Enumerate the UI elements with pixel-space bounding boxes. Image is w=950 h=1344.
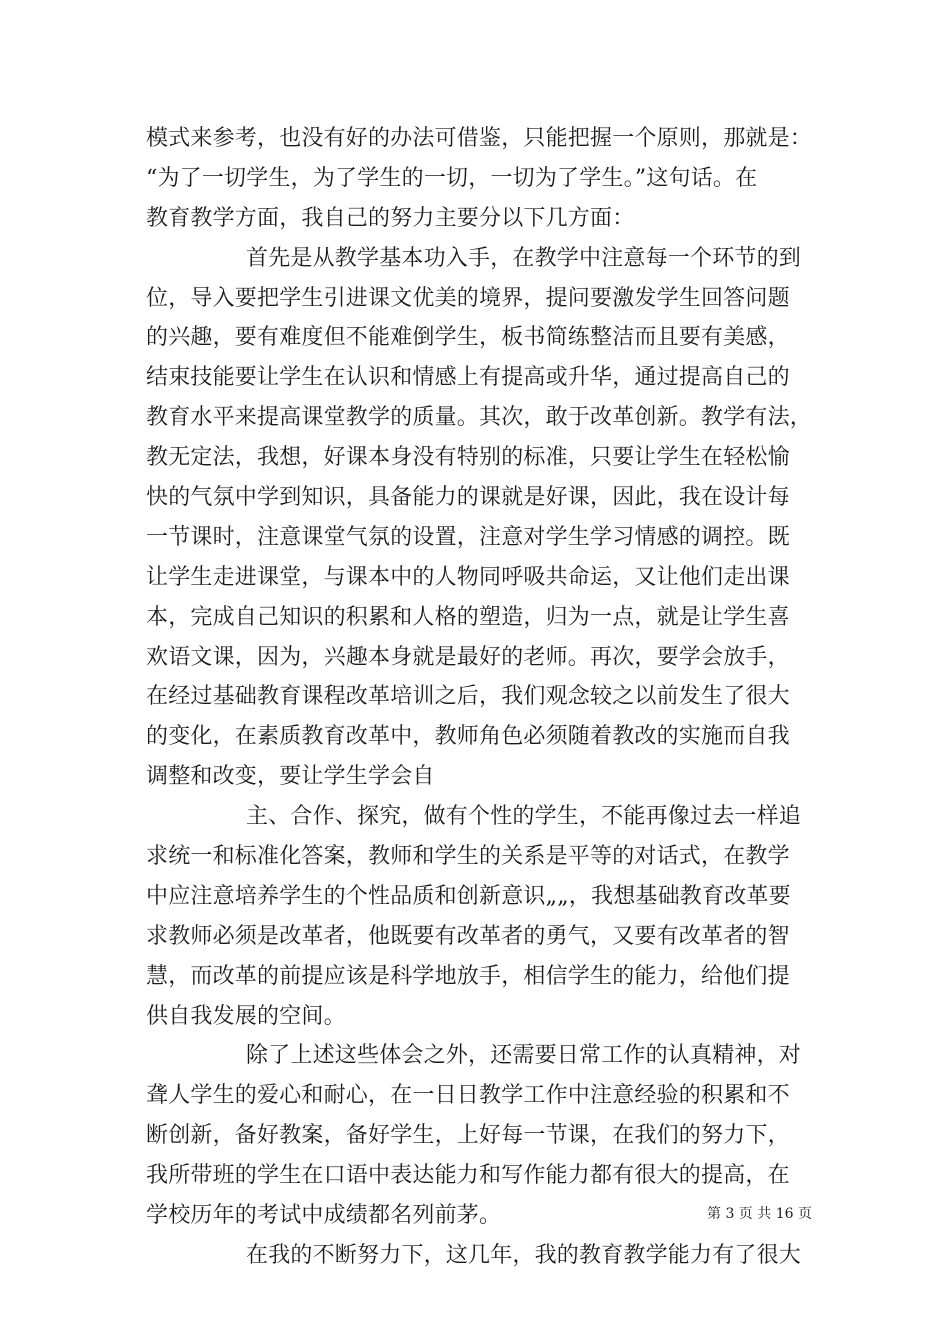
- text-line: 调整和改变，要让学生学会自: [146, 764, 435, 790]
- text-line: 在我的不断努力下，这几年，我的教育教学能力有了很大: [246, 1242, 802, 1268]
- text-line: “为了一切学生，为了学生的一切，一切为了学生。”这句话。在: [146, 165, 758, 191]
- text-line: 中应注意培养学生的个性品质和创新意识„„，我想基础教育改革要: [146, 883, 791, 909]
- text-line: 学校历年的考试中成绩都名列前茅。: [146, 1203, 502, 1229]
- text-line: 我所带班的学生在口语中表达能力和写作能力都有很大的提高，在: [146, 1163, 790, 1189]
- text-line: 求教师必须是改革者，他既要有改革者的勇气，又要有改革者的智: [146, 923, 790, 949]
- text-line: 教育水平来提高课堂教学的质量。其次，敢于改革创新。教学有法，: [146, 405, 813, 431]
- text-line: 让学生走进课堂，与课本中的人物同呼吸共命运，又让他们走出课: [146, 564, 790, 590]
- text-line: 首先是从教学基本功入手，在教学中注意每一个环节的到: [246, 245, 802, 271]
- text-line: 断创新，备好教案，备好学生，上好每一节课，在我们的努力下，: [146, 1123, 790, 1149]
- text-line: 位，导入要把学生引进课文优美的境界，提问要激发学生回答问题: [146, 285, 790, 311]
- text-line: 教育教学方面，我自己的努力主要分以下几方面：: [146, 205, 635, 231]
- text-line: 供自我发展的空间。: [146, 1003, 346, 1029]
- text-line: 模式来参考，也没有好的办法可借鉴，只能把握一个原则，那就是：: [146, 126, 813, 151]
- text-line: 除了上述这些体会之外，还需要日常工作的认真精神，对: [246, 1043, 802, 1069]
- page-number-footer: 第 3 页 共 16 页: [707, 1206, 812, 1222]
- text-line: 欢语文课，因为，兴趣本身就是最好的老师。再次，要学会放手，: [146, 644, 790, 670]
- text-line: 快的气氛中学到知识，具备能力的课就是好课，因此，我在设计每: [146, 485, 790, 511]
- text-line: 主、合作、探究，做有个性的学生，不能再像过去一样追: [246, 804, 802, 830]
- text-line: 在经过基础教育课程改革培训之后，我们观念较之以前发生了很大: [146, 684, 790, 710]
- text-line: 聋人学生的爱心和耐心，在一日日教学工作中注意经验的积累和不: [146, 1083, 790, 1109]
- text-line: 结束技能要让学生在认识和情感上有提高或升华，通过提高自己的: [146, 365, 790, 391]
- body-text: [146, 119, 836, 1276]
- text-line: 教无定法，我想，好课本身没有特别的标准，只要让学生在轻松愉: [146, 445, 790, 471]
- text-line: 一节课时，注意课堂气氛的设置，注意对学生学习情感的调控。既: [146, 524, 790, 550]
- text-line: 本，完成自己知识的积累和人格的塑造，归为一点，就是让学生喜: [146, 604, 790, 630]
- text-line: 的兴趣，要有难度但不能难倒学生，板书简练整洁而且要有美感，: [146, 325, 790, 351]
- text-line: 求统一和标准化答案，教师和学生的关系是平等的对话式，在教学: [146, 844, 790, 870]
- text-line: 慧，而改革的前提应该是科学地放手，相信学生的能力，给他们提: [146, 963, 790, 989]
- text-line: 的变化，在素质教育改革中，教师角色必须随着教改的实施而自我: [146, 724, 790, 750]
